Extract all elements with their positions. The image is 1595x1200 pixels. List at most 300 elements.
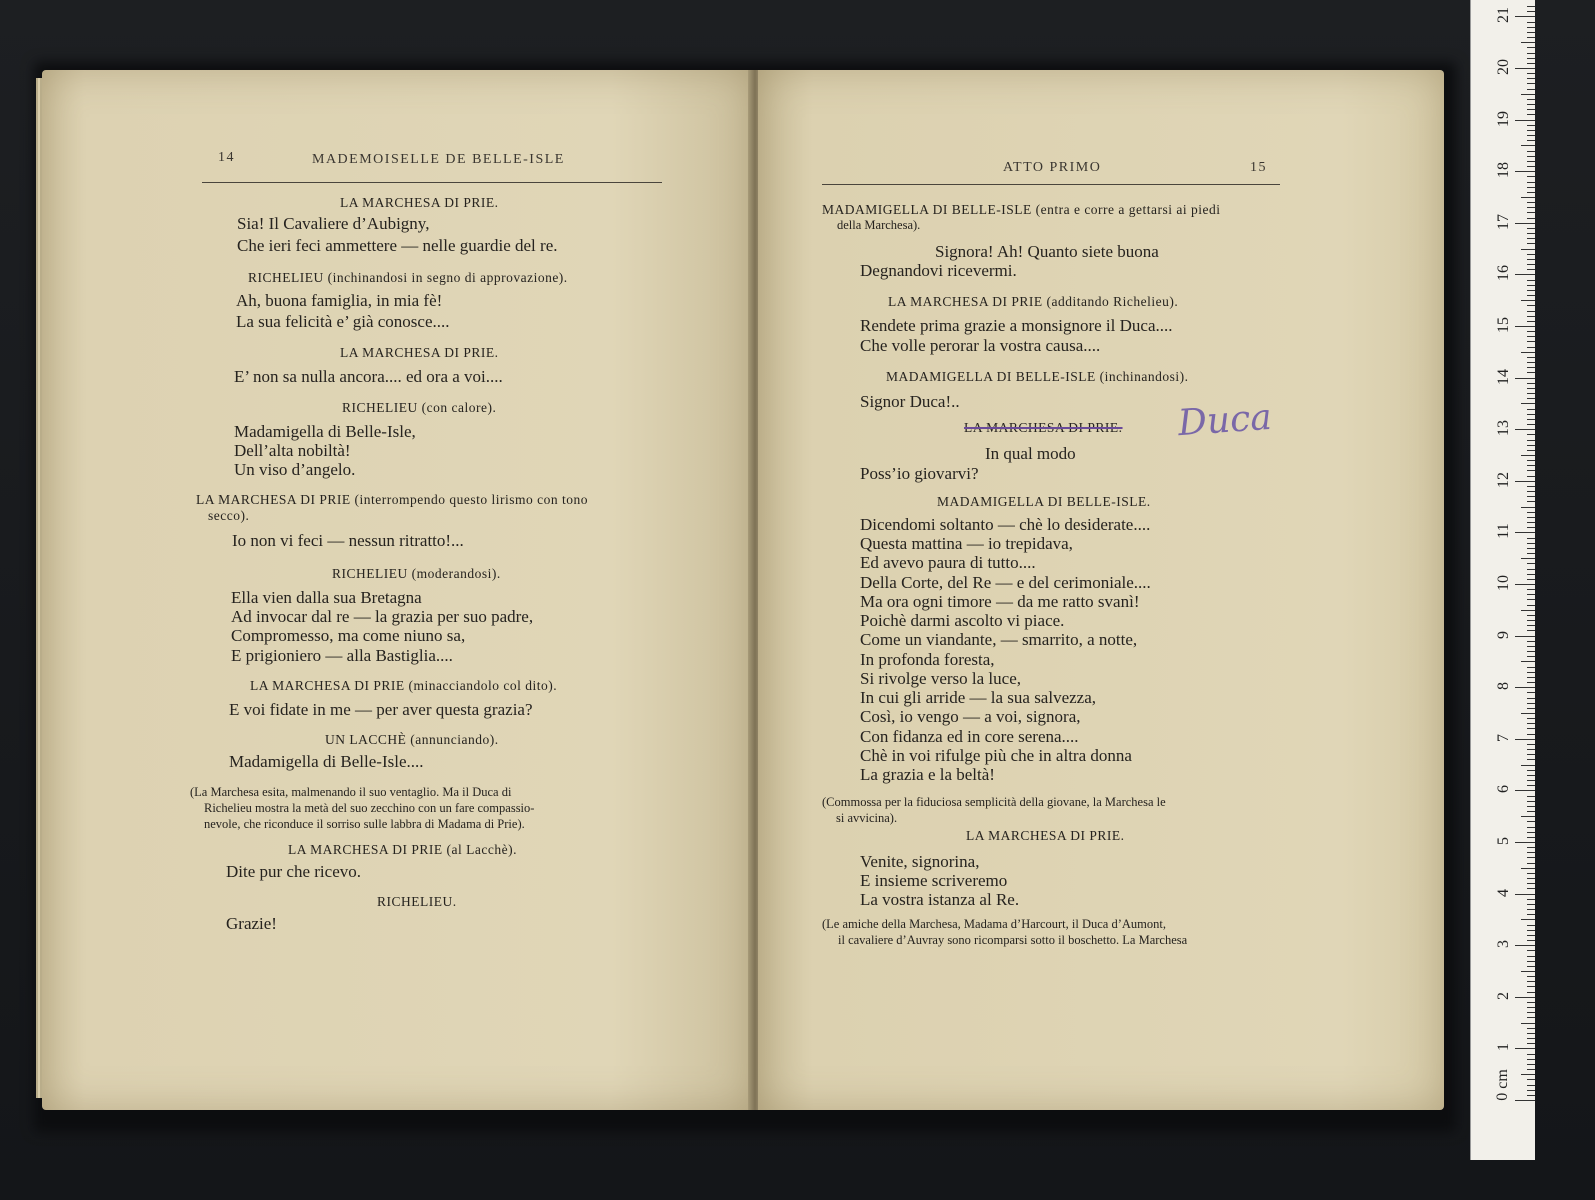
ruler-tick (1527, 522, 1535, 523)
ruler-tick (1515, 326, 1535, 327)
ruler-tick (1521, 197, 1535, 198)
ruler-tick (1527, 73, 1535, 74)
ruler-tick (1527, 940, 1535, 941)
ruler-tick (1527, 909, 1535, 910)
ruler-tick (1527, 692, 1535, 693)
verse-line: Signor Duca!.. (860, 392, 960, 411)
ruler-tick (1527, 440, 1535, 441)
verse-line: Ella vien dalla sua Bretagna (231, 588, 422, 607)
ruler-tick (1527, 775, 1535, 776)
ruler-tick (1527, 414, 1535, 415)
ruler-tick (1527, 166, 1535, 167)
ruler-tick (1527, 362, 1535, 363)
ruler-tick (1521, 300, 1535, 301)
ruler-tick (1527, 11, 1535, 12)
ruler-tick (1527, 589, 1535, 590)
ruler-tick (1527, 563, 1535, 564)
ruler-tick (1515, 171, 1535, 172)
ruler-number: 8 (1495, 682, 1512, 691)
ruler-tick (1527, 888, 1535, 889)
verse-line: Sia! Il Cavaliere d’Aubigny, (237, 214, 430, 233)
verse-line: E’ non sa nulla ancora.... ed ora a voi.... (234, 367, 503, 386)
speaker-line: LA MARCHESA DI PRIE. (966, 828, 1125, 843)
ruler-tick (1527, 1028, 1535, 1029)
ruler-tick (1515, 481, 1535, 482)
ruler-tick (1527, 863, 1535, 864)
stage-direction: (La Marchesa esita, malmenando il suo ventaglio. Ma il Duca di (190, 785, 512, 799)
ruler-tick (1527, 796, 1535, 797)
ruler-tick (1527, 827, 1535, 828)
ruler-tick (1527, 218, 1535, 219)
ruler-tick (1515, 894, 1535, 895)
ruler-tick (1527, 1069, 1535, 1070)
ruler-tick (1527, 388, 1535, 389)
ruler-tick (1527, 956, 1535, 957)
ruler-tick (1527, 383, 1535, 384)
ruler-tick (1527, 182, 1535, 183)
speaker-line: LA MARCHESA DI PRIE (minacciandolo col dito). (250, 678, 558, 693)
verse-line: Dell’alta nobiltà! (234, 441, 351, 460)
ruler-tick (1527, 233, 1535, 234)
ruler-number: 16 (1495, 265, 1512, 282)
ruler-tick (1527, 759, 1535, 760)
ruler-tick (1527, 161, 1535, 162)
verse-line: Della Corte, del Re — e del cerimoniale.... (860, 573, 1151, 592)
verse-line: Come un viandante, — smarrito, a notte, (860, 630, 1138, 649)
speaker-line: LA MARCHESA DI PRIE (al Lacchè). (288, 842, 517, 857)
ruler-tick (1527, 357, 1535, 358)
ruler-tick (1527, 682, 1535, 683)
ruler-tick (1527, 470, 1535, 471)
verse-line: Poss’io giovarvi? (860, 464, 979, 483)
ruler-tick (1527, 445, 1535, 446)
ruler-tick (1527, 579, 1535, 580)
ruler-number: 13 (1495, 420, 1512, 437)
ruler-tick (1527, 6, 1535, 7)
ruler-tick (1527, 347, 1535, 348)
ruler-tick (1521, 713, 1535, 714)
ruler-tick (1527, 553, 1535, 554)
verse-line: Così, io vengo — a voi, signora, (860, 707, 1081, 726)
ruler-tick (1527, 878, 1535, 879)
ruler-tick (1527, 1033, 1535, 1034)
ruler-tick (1527, 53, 1535, 54)
ruler-unit-label: 0 cm (1494, 1069, 1511, 1101)
speaker-line: LA MARCHESA DI PRIE. (340, 195, 499, 210)
ruler-tick (1527, 264, 1535, 265)
ruler-tick (1527, 140, 1535, 141)
ruler-tick (1527, 398, 1535, 399)
ruler-tick (1527, 672, 1535, 673)
ruler-tick (1527, 651, 1535, 652)
ruler-tick (1527, 770, 1535, 771)
ruler-tick (1527, 950, 1535, 951)
ruler-tick (1527, 832, 1535, 833)
ruler-tick (1527, 202, 1535, 203)
ruler-tick (1527, 151, 1535, 152)
ruler-tick (1527, 367, 1535, 368)
speaker-line: della Marchesa). (837, 218, 921, 232)
ruler-tick (1527, 569, 1535, 570)
ruler-tick (1527, 543, 1535, 544)
ruler-tick (1515, 16, 1535, 17)
ruler-tick (1527, 130, 1535, 131)
ruler-tick (1527, 1043, 1535, 1044)
ruler-tick (1527, 78, 1535, 79)
speaker-line: RICHELIEU (inchinandosi in segno di approvazione). (248, 270, 568, 285)
ruler-tick (1527, 899, 1535, 900)
ruler-tick (1527, 187, 1535, 188)
ruler-tick (1527, 904, 1535, 905)
ruler-tick (1515, 636, 1535, 637)
left-header-rule (202, 182, 662, 183)
ruler-tick (1527, 99, 1535, 100)
ruler-tick (1527, 1085, 1535, 1086)
verse-line: E insieme scriveremo (860, 871, 1008, 890)
ruler-number: 18 (1495, 162, 1512, 179)
ruler-tick (1527, 321, 1535, 322)
ruler-tick (1521, 1074, 1535, 1075)
ruler-tick (1521, 249, 1535, 250)
stage-direction: (Le amiche della Marchesa, Madama d’Harcourt, il Duca d’Aumont, (822, 917, 1166, 931)
ruler-tick (1527, 594, 1535, 595)
ruler-tick (1527, 801, 1535, 802)
ruler-tick (1527, 914, 1535, 915)
ruler-tick (1515, 274, 1535, 275)
ruler-tick (1527, 125, 1535, 126)
ruler-tick (1527, 419, 1535, 420)
verse-line: Che ieri feci ammettere — nelle guardie del re. (237, 236, 558, 255)
ruler-tick (1515, 945, 1535, 946)
ruler-tick (1527, 491, 1535, 492)
speaker-line: RICHELIEU (con calore). (342, 400, 497, 415)
ruler-tick (1527, 986, 1535, 987)
ruler-number: 2 (1495, 991, 1512, 1000)
ruler-tick (1527, 925, 1535, 926)
stage-direction: il cavaliere d’Auvray sono ricomparsi sotto il boschetto. La Marchesa (838, 933, 1188, 947)
ruler-tick (1515, 429, 1535, 430)
verse-line: Poichè darmi ascolto vi piace. (860, 611, 1065, 630)
ruler-tick (1527, 538, 1535, 539)
ruler-tick (1527, 749, 1535, 750)
ruler-tick (1527, 192, 1535, 193)
verse-line: Ed avevo paura di tutto.... (860, 553, 1036, 572)
verse-line: Dite pur che ricevo. (226, 862, 361, 881)
ruler-tick (1521, 610, 1535, 611)
ruler-tick (1521, 868, 1535, 869)
verse-line: Ah, buona famiglia, in mia fè! (236, 291, 443, 310)
ruler-tick (1527, 269, 1535, 270)
ruler-tick (1527, 1038, 1535, 1039)
ruler-tick (1527, 857, 1535, 858)
ruler-tick (1527, 1090, 1535, 1091)
ruler-tick (1521, 816, 1535, 817)
speaker-line: LA MARCHESA DI PRIE (additando Richelieu). (888, 294, 1179, 309)
ruler-tick (1527, 37, 1535, 38)
stage-direction: nevole, che riconduce il sorriso sulle labbra di Madama di Prie). (204, 817, 525, 831)
ruler-tick (1515, 1100, 1535, 1101)
verse-line: Signora! Ah! Quanto siete buona (935, 242, 1159, 261)
ruler-tick (1521, 558, 1535, 559)
ruler-tick (1527, 104, 1535, 105)
ruler-tick (1527, 806, 1535, 807)
ruler-tick (1527, 409, 1535, 410)
ruler-tick (1527, 698, 1535, 699)
ruler-number: 17 (1495, 213, 1512, 230)
ruler-tick (1527, 821, 1535, 822)
ruler-tick (1515, 790, 1535, 791)
ruler-tick (1527, 460, 1535, 461)
speaker-line: MADAMIGELLA DI BELLE-ISLE (inchinandosi). (886, 369, 1189, 384)
ruler-tick (1527, 615, 1535, 616)
ruler-tick (1515, 997, 1535, 998)
verse-line: In profonda foresta, (860, 650, 995, 669)
ruler-tick (1527, 1012, 1535, 1013)
verse-line: Ma ora ogni timore — da me ratto svanì! (860, 592, 1140, 611)
ruler-tick (1527, 156, 1535, 157)
ruler-tick (1521, 352, 1535, 353)
ruler-tick (1527, 393, 1535, 394)
ruler-tick (1521, 94, 1535, 95)
ruler-tick (1527, 754, 1535, 755)
ruler-tick (1527, 243, 1535, 244)
ruler-tick (1527, 837, 1535, 838)
verse-line: Chè in voi rifulge più che in altra donna (860, 746, 1132, 765)
ruler-tick (1521, 971, 1535, 972)
handwritten-annotation: Duca (1176, 396, 1274, 445)
ruler-tick (1527, 486, 1535, 487)
ruler-tick (1527, 811, 1535, 812)
verse-line: Con fidanza ed in core serena.... (860, 727, 1079, 746)
ruler-tick (1527, 517, 1535, 518)
ruler-tick (1527, 605, 1535, 606)
measuring-ruler (1470, 0, 1535, 1160)
ruler-tick (1527, 341, 1535, 342)
ruler-tick (1527, 311, 1535, 312)
ruler-tick (1527, 63, 1535, 64)
ruler-tick (1527, 785, 1535, 786)
ruler-tick (1527, 228, 1535, 229)
verse-line: Grazie! (226, 914, 277, 933)
ruler-tick (1527, 883, 1535, 884)
right-page-number: 15 (1250, 160, 1267, 175)
ruler-tick (1527, 83, 1535, 84)
ruler-number: 9 (1495, 630, 1512, 639)
ruler-number: 4 (1495, 888, 1512, 897)
ruler-tick (1527, 512, 1535, 513)
ruler-tick (1527, 285, 1535, 286)
ruler-tick (1515, 68, 1535, 69)
ruler-tick (1527, 1017, 1535, 1018)
verse-line: In qual modo (985, 444, 1076, 463)
left-running-head: MADEMOISELLE DE BELLE-ISLE (312, 152, 565, 167)
ruler-tick (1515, 223, 1535, 224)
ruler-tick (1527, 114, 1535, 115)
ruler-tick (1527, 723, 1535, 724)
ruler-tick (1527, 992, 1535, 993)
ruler-number: 19 (1495, 110, 1512, 127)
ruler-tick (1527, 734, 1535, 735)
ruler-tick (1527, 207, 1535, 208)
ruler-tick (1527, 424, 1535, 425)
ruler-tick (1527, 548, 1535, 549)
speaker-line: LA MARCHESA DI PRIE. (340, 345, 499, 360)
ruler-tick (1527, 27, 1535, 28)
ruler-tick (1527, 961, 1535, 962)
ruler-tick (1527, 599, 1535, 600)
ruler-tick (1527, 976, 1535, 977)
ruler-tick (1527, 847, 1535, 848)
ruler-tick (1527, 1059, 1535, 1060)
ruler-number: 5 (1495, 837, 1512, 845)
ruler-tick (1527, 656, 1535, 657)
ruler-tick (1527, 372, 1535, 373)
ruler-tick (1527, 703, 1535, 704)
speaker-line: RICHELIEU (moderandosi). (332, 566, 501, 581)
ruler-tick (1527, 667, 1535, 668)
ruler-tick (1527, 501, 1535, 502)
ruler-number: 12 (1495, 471, 1512, 488)
ruler-tick (1527, 295, 1535, 296)
stage-direction: si avvicina). (836, 811, 898, 825)
ruler-tick (1527, 238, 1535, 239)
ruler-tick (1521, 661, 1535, 662)
verse-line: Ad invocar dal re — la grazia per suo padre, (231, 607, 534, 626)
ruler-tick (1515, 532, 1535, 533)
ruler-tick (1527, 1007, 1535, 1008)
ruler-tick (1515, 739, 1535, 740)
ruler-tick (1521, 919, 1535, 920)
ruler-tick (1527, 1002, 1535, 1003)
speaker-line: MADAMIGELLA DI BELLE-ISLE (entra e corre a gettarsi ai piedi (822, 202, 1221, 217)
ruler-tick (1521, 403, 1535, 404)
ruler-tick (1527, 966, 1535, 967)
ruler-tick (1527, 254, 1535, 255)
verse-line: Io non vi feci — nessun ritratto!... (232, 531, 464, 550)
verse-line: Madamigella di Belle-Isle, (234, 422, 416, 441)
ruler-tick (1515, 378, 1535, 379)
ruler-tick (1527, 630, 1535, 631)
ruler-tick (1527, 58, 1535, 59)
ruler-number: 14 (1495, 368, 1512, 385)
left-page-number: 14 (218, 150, 235, 165)
ruler-tick (1527, 574, 1535, 575)
ruler-tick (1527, 135, 1535, 136)
ruler-tick (1527, 677, 1535, 678)
ruler-tick (1527, 496, 1535, 497)
verse-line: La sua felicità e’ già conosce.... (236, 312, 450, 331)
ruler-tick (1527, 1064, 1535, 1065)
ruler-tick (1527, 476, 1535, 477)
ruler-tick (1527, 852, 1535, 853)
ruler-tick (1521, 42, 1535, 43)
verse-line: Un viso d’angelo. (234, 460, 356, 479)
ruler-number: 20 (1495, 59, 1512, 75)
verse-line: Madamigella di Belle-Isle.... (229, 752, 424, 771)
stage-direction: Richelieu mostra la metà del suo zecchino con un fare compassio- (204, 801, 535, 815)
ruler-tick (1527, 744, 1535, 745)
ruler-number: 10 (1495, 575, 1512, 591)
ruler-tick (1527, 625, 1535, 626)
ruler-tick (1527, 109, 1535, 110)
ruler-tick (1527, 1079, 1535, 1080)
ruler-number: 6 (1495, 785, 1512, 794)
ruler-tick (1527, 465, 1535, 466)
ruler-tick (1515, 1048, 1535, 1049)
ruler-tick (1527, 47, 1535, 48)
ruler-tick (1527, 930, 1535, 931)
ruler-tick (1527, 641, 1535, 642)
ruler-tick (1527, 646, 1535, 647)
verse-line: Che volle perorar la vostra causa.... (860, 336, 1101, 355)
ruler-tick (1527, 22, 1535, 23)
right-running-head: ATTO PRIMO (1003, 160, 1102, 175)
ruler-number: 7 (1495, 733, 1512, 742)
ruler-tick (1527, 1095, 1535, 1096)
ruler-tick (1521, 145, 1535, 146)
speaker-line: MADAMIGELLA DI BELLE-ISLE. (937, 494, 1151, 509)
verse-line: In cui gli arride — la sua salvezza, (860, 688, 1097, 707)
verse-line: Rendete prima grazie a monsignore il Duca.... (860, 316, 1173, 335)
verse-line: E prigioniero — alla Bastiglia.... (231, 646, 453, 665)
stage-direction: (Commossa per la fiduciosa semplicità della giovane, la Marchesa le (822, 795, 1166, 809)
ruler-tick (1527, 527, 1535, 528)
verse-line: Questa mattina — io trepidava, (860, 534, 1073, 553)
verse-line: Venite, signorina, (860, 852, 980, 871)
ruler-tick (1527, 89, 1535, 90)
ruler-tick (1527, 316, 1535, 317)
ruler-tick (1521, 455, 1535, 456)
verse-line: Dicendomi soltanto — chè lo desiderate.... (860, 515, 1151, 534)
ruler-tick (1527, 450, 1535, 451)
verse-line: E voi fidate in me — per aver questa grazia? (229, 700, 533, 719)
ruler-tick (1527, 259, 1535, 260)
speaker-line: LA MARCHESA DI PRIE (interrompendo questo lirismo con tono (196, 492, 588, 507)
verse-line: Si rivolge verso la luce, (860, 669, 1021, 688)
ruler-tick (1527, 1054, 1535, 1055)
ruler-tick (1527, 176, 1535, 177)
ruler-tick (1527, 331, 1535, 332)
verse-line: La vostra istanza al Re. (860, 890, 1020, 909)
ruler-tick (1527, 728, 1535, 729)
ruler-tick (1527, 718, 1535, 719)
ruler-tick (1527, 620, 1535, 621)
speaker-line: secco). (208, 508, 250, 523)
ruler-tick (1521, 765, 1535, 766)
ruler-tick (1527, 305, 1535, 306)
ruler-tick (1515, 120, 1535, 121)
ruler-number: 11 (1495, 523, 1512, 540)
ruler-tick (1527, 32, 1535, 33)
ruler-tick (1527, 708, 1535, 709)
speaker-line: UN LACCHÈ (annunciando). (325, 732, 499, 747)
ruler-number: 15 (1495, 317, 1512, 333)
ruler-tick (1521, 507, 1535, 508)
ruler-tick (1527, 981, 1535, 982)
verse-line: Compromesso, ma come niuno sa, (231, 626, 466, 645)
right-header-rule (822, 184, 1280, 185)
ruler-tick (1527, 212, 1535, 213)
ruler-tick (1527, 336, 1535, 337)
verse-line: Degnandovi ricevermi. (860, 261, 1017, 280)
ruler-number: 1 (1495, 1043, 1512, 1052)
ruler-tick (1515, 687, 1535, 688)
struck-speaker-line: LA MARCHESA DI PRIE. (964, 420, 1123, 435)
ruler-tick (1527, 873, 1535, 874)
ruler-number: 3 (1495, 940, 1512, 949)
speaker-line: RICHELIEU. (377, 894, 457, 909)
ruler-number: 21 (1495, 7, 1512, 24)
